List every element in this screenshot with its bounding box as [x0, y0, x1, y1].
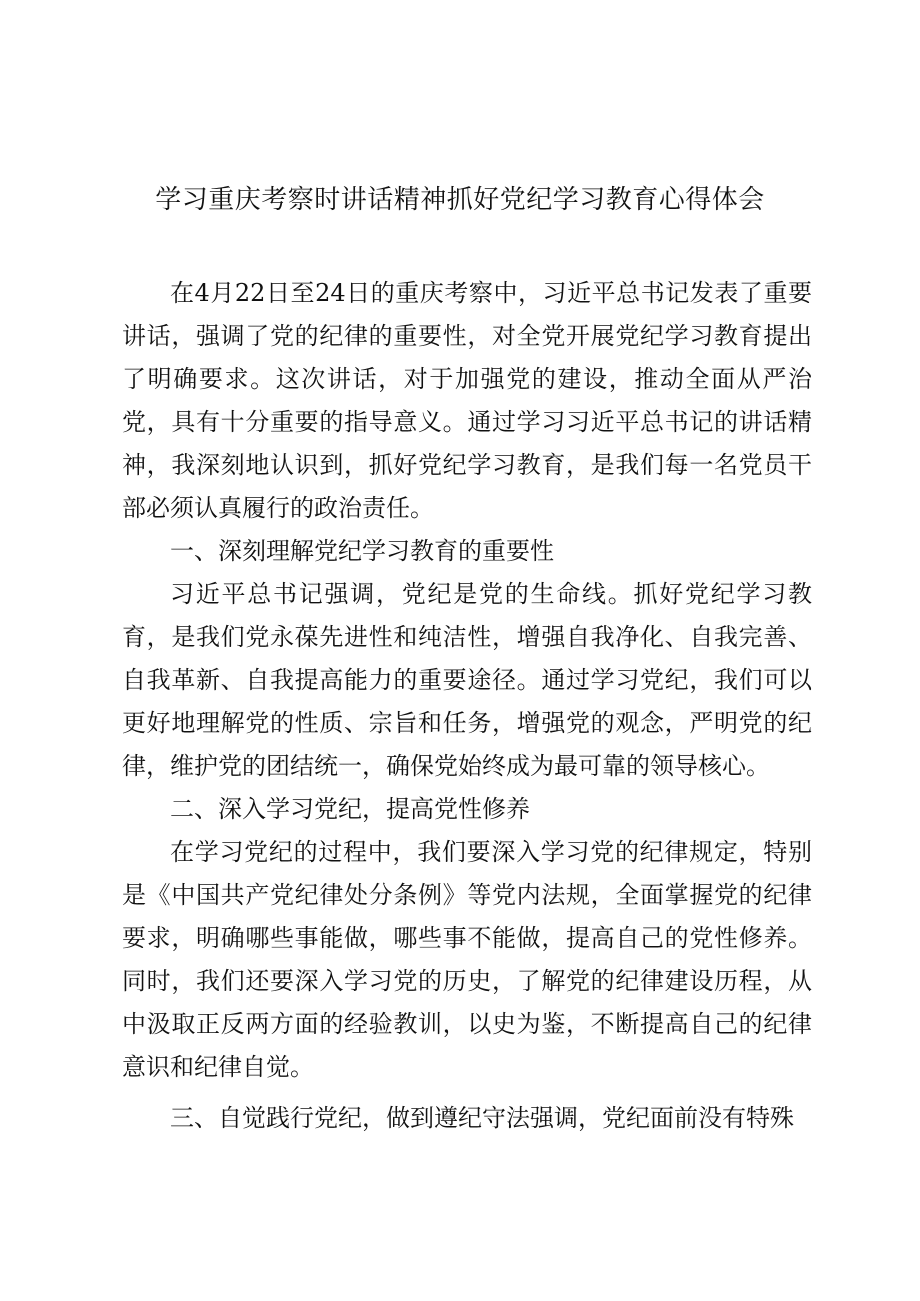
paragraph-section-1: 习近平总书记强调，党纪是党的生命线。抓好党纪学习教育，是我们党永葆先进性和纯洁性，增强自我净化、自我完善、自我革新、自我提高能力的重要途径。通过学习党纪，我们可以更好地理解党的性质、宗旨和任务，增强党的观念，严明党的纪律，维护党的团结统一，确保党始终成为最可靠的领导核心。 — [122, 580, 812, 780]
paragraph-section-2: 在学习党纪的过程中，我们要深入学习党的纪律规定，特别是《中国共产党纪律处分条例》等党内法规，全面掌握党的纪律要求，明确哪些事能做，哪些事不能做，提高自己的党性修养。同时，我们还要深入学习党的历史，了解党的纪律建设历程，从中汲取正反两方面的经验教训，以史为鉴，不断提高自己的纪律意识和纪律自觉。 — [122, 838, 812, 1081]
document-body — [122, 272, 812, 1140]
section-heading-3-line: 三、自觉践行党纪，做到遵纪守法强调，党纪面前没有特殊 — [170, 1104, 794, 1132]
section-heading-2: 二、深入学习党纪，提高党性修养 — [170, 795, 530, 823]
document-title: 学习重庆考察时讲话精神抓好党纪学习教育心得体会 — [155, 185, 765, 215]
section-heading-1: 一、深刻理解党纪学习教育的重要性 — [170, 537, 554, 565]
paragraph-intro: 在4月22日至24日的重庆考察中，习近平总书记发表了重要讲话，强调了党的纪律的重要性，对全党开展党纪学习教育提出了明确要求。这次讲话，对于加强党的建设，推动全面从严治党，具有十分重要的指导意义。通过学习习近平总书记的讲话精神，我深刻地认识到，抓好党纪学习教育，是我们每一名党员干部必须认真履行的政治责任。 — [122, 279, 812, 522]
